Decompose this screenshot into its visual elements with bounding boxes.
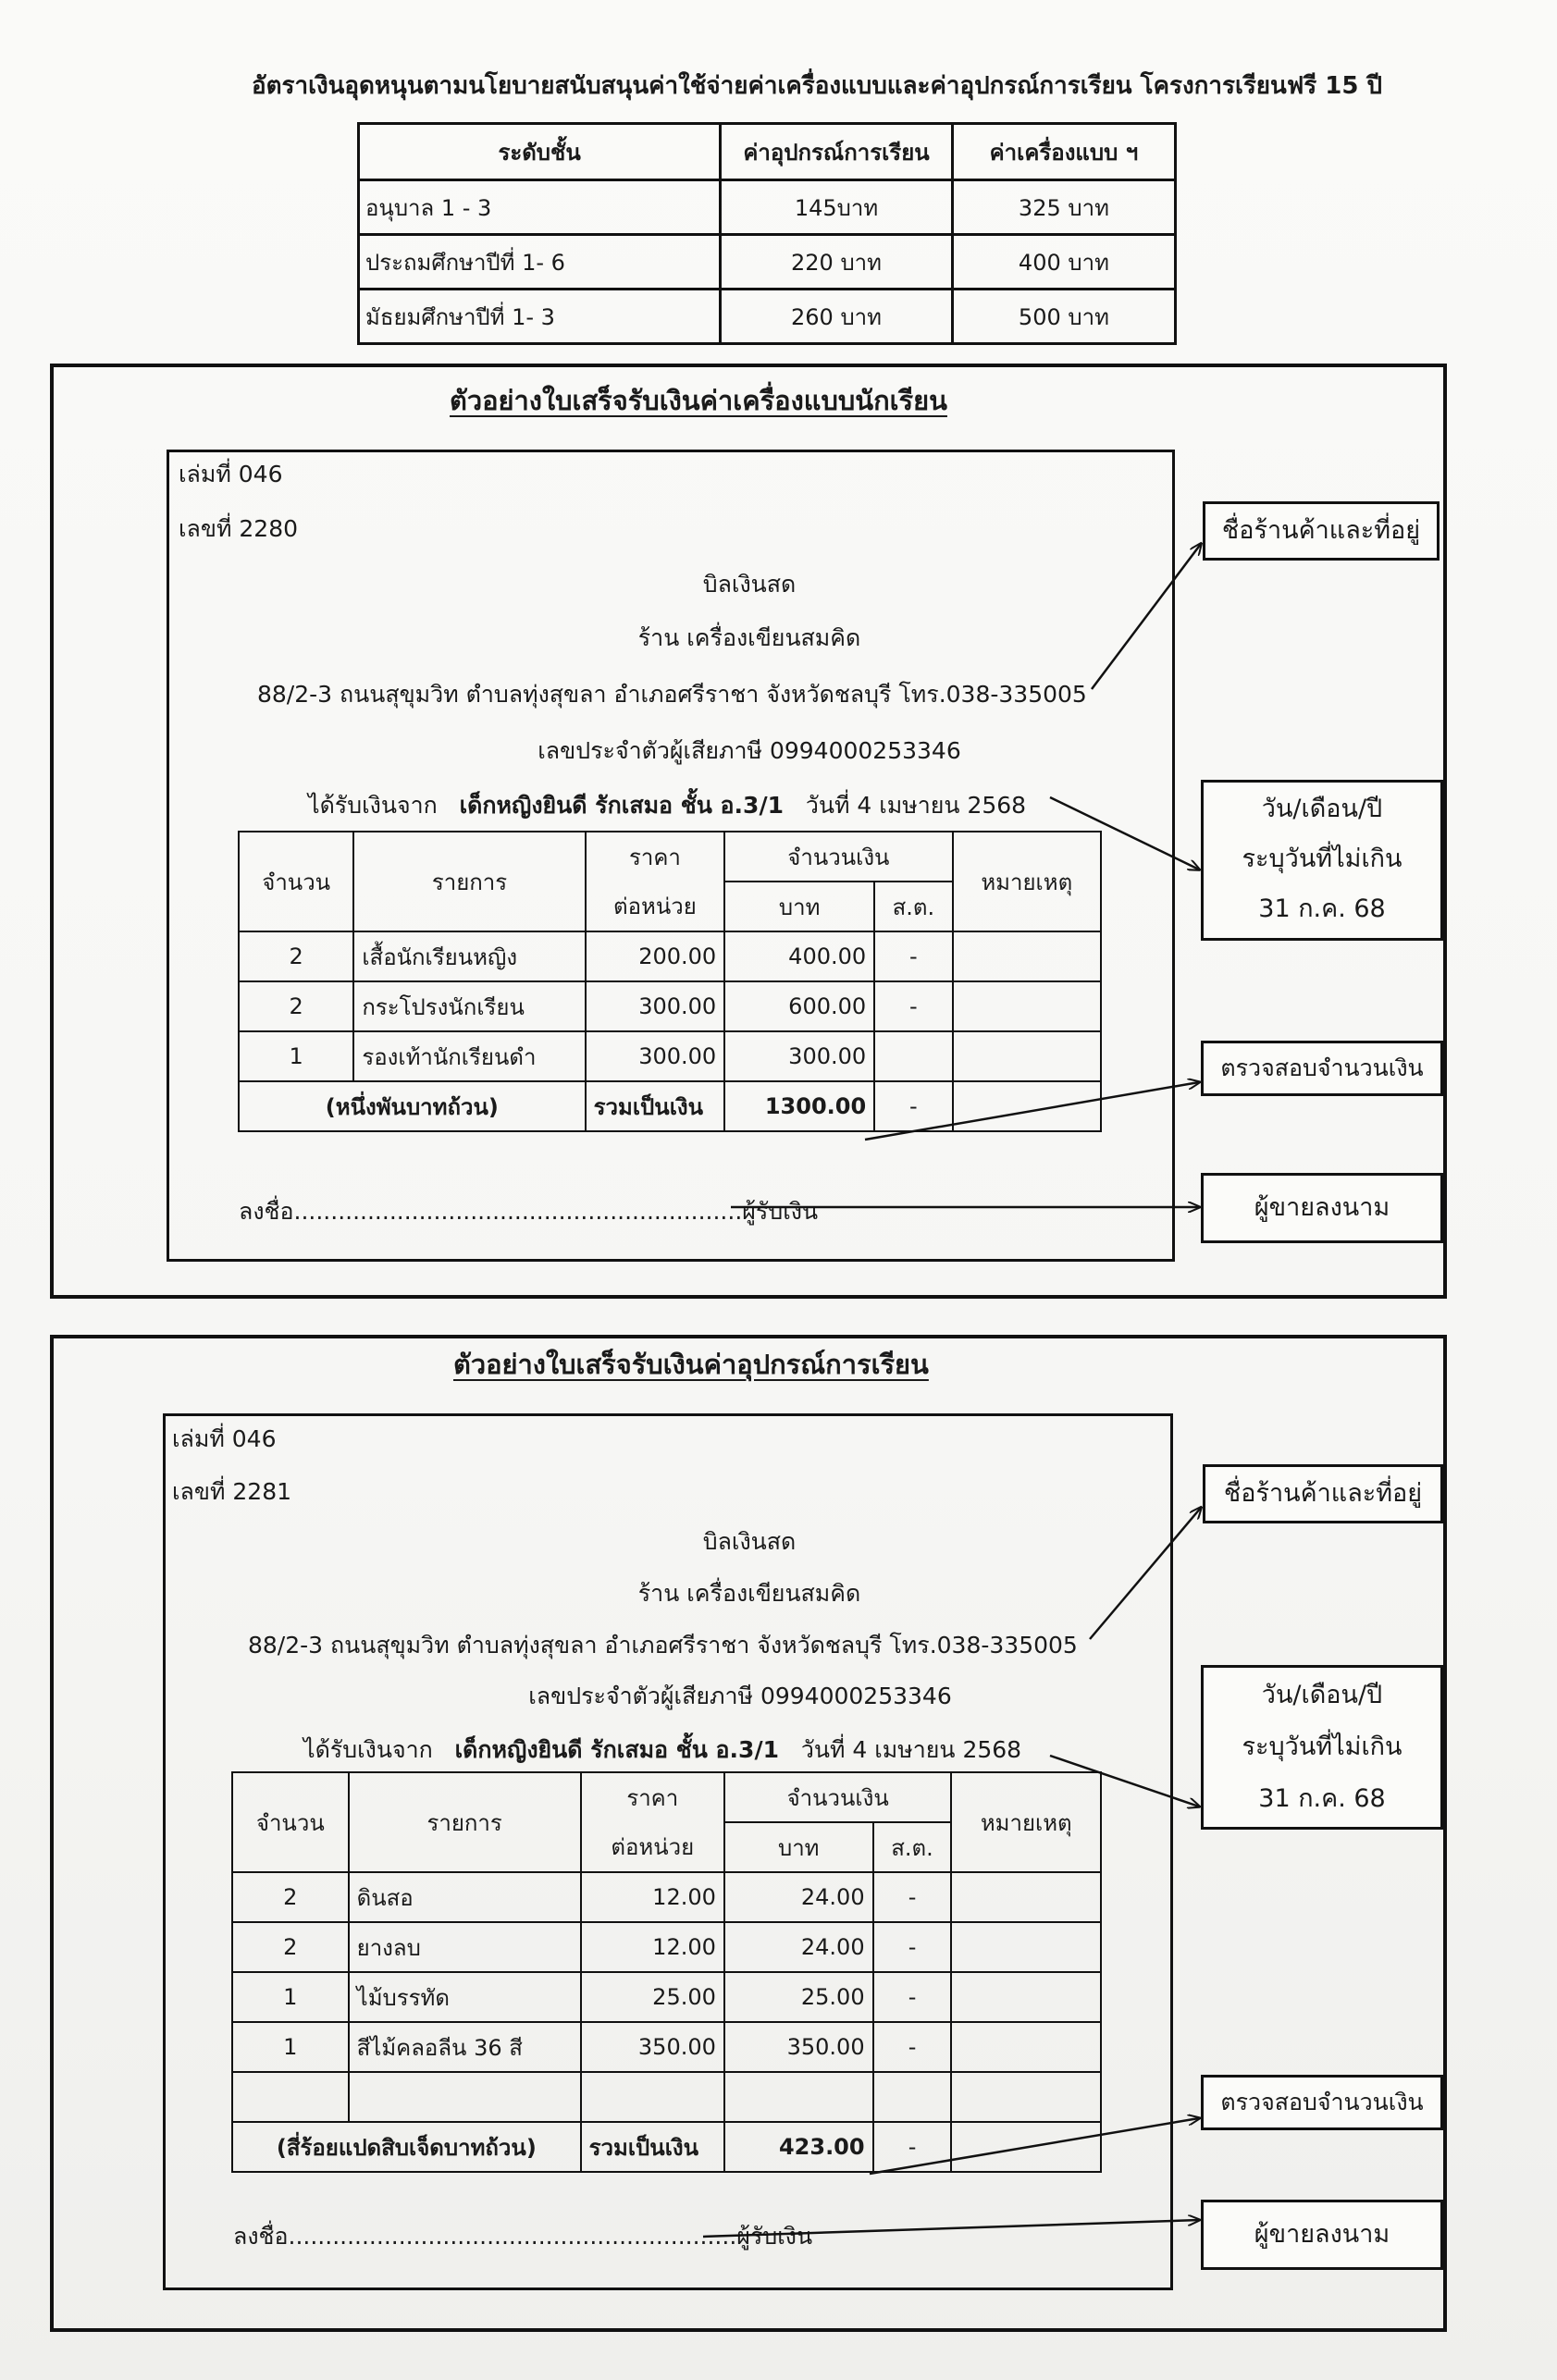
total-words: (สี่ร้อยแปดสิบเจ็ดบาทถ้วน) <box>232 2122 581 2172</box>
cell-qty: 2 <box>232 1872 349 1922</box>
rate-header-level: ระดับชั้น <box>359 124 721 180</box>
col-remark: หมายเหตุ <box>951 1772 1101 1872</box>
rate-header-uniform: ค่าเครื่องแบบ ฯ <box>952 124 1175 180</box>
total-label: รวมเป็นเงิน <box>586 1081 725 1131</box>
callout-check-2: ตรวจสอบจำนวนเงิน <box>1201 2075 1443 2130</box>
cell-qty: 2 <box>232 1922 349 1972</box>
callout-date-line1: วัน/เดือน/ปี <box>1261 1681 1383 1709</box>
col-baht: บาท <box>724 882 874 931</box>
receipt1-heading: ตัวอย่างใบเสร็จรับเงินค่าเครื่องแบบนักเรียน <box>450 385 947 416</box>
total-value: 423.00 <box>724 2122 873 2172</box>
cell-qty: 2 <box>239 931 353 981</box>
cell-price: 25.00 <box>581 1972 724 2022</box>
cell-item: กระโปรงนักเรียน <box>353 981 585 1031</box>
receipt2-number: เลขที่ 2281 <box>172 1478 292 1505</box>
cell-price: 200.00 <box>586 931 725 981</box>
rate-supplies: 145บาท <box>721 180 953 235</box>
receipt2-tax-id: เลขประจำตัวผู้เสียภาษี 0994000253346 <box>528 1683 952 1709</box>
callout-date-line3: 31 ก.ค. 68 <box>1258 1784 1386 1813</box>
col-price: ราคา <box>586 832 725 882</box>
receipt2-bill-type: บิลเงินสด <box>702 1528 797 1555</box>
cell-satang: - <box>874 931 952 981</box>
arrow-date-2 <box>1050 1756 1199 1807</box>
cell-baht: 350.00 <box>724 2022 873 2072</box>
arrow-seller-2 <box>703 2220 1199 2237</box>
callout-seller-2: ผู้ขายลงนาม <box>1201 2200 1443 2270</box>
receipt1-address: 88/2-3 ถนนสุขุมวิท ตำบลทุ่งสุขลา อำเภอศรีราชา จังหวัดชลบุรี โทร.038-335005 <box>257 681 1087 708</box>
callout-check-1: ตรวจสอบจำนวนเงิน <box>1201 1041 1443 1096</box>
arrow-check-2 <box>870 2118 1199 2174</box>
callout-seller-1: ผู้ขายลงนาม <box>1201 1173 1443 1243</box>
callout-date-line2: ระบุวันที่ไม่เกิน <box>1242 845 1403 873</box>
arrow-check-1 <box>865 1082 1199 1140</box>
rate-level: มัธยมศึกษาปีที่ 1- 3 <box>359 290 721 344</box>
col-baht: บาท <box>724 1822 873 1872</box>
callout-date-line2: ระบุวันที่ไม่เกิน <box>1242 1733 1403 1761</box>
receipt2-heading: ตัวอย่างใบเสร็จรับเงินค่าอุปกรณ์การเรียน <box>453 1349 929 1380</box>
cell-baht: 25.00 <box>724 1972 873 2022</box>
rate-level: อนุบาล 1 - 3 <box>359 180 721 235</box>
cell-item: ยางลบ <box>349 1922 581 1972</box>
col-qty: จำนวน <box>239 832 353 931</box>
rate-header-supplies: ค่าอุปกรณ์การเรียน <box>721 124 953 180</box>
rate-uniform: 400 บาท <box>952 235 1175 290</box>
cell-qty: 2 <box>239 981 353 1031</box>
total-satang: - <box>874 1081 952 1131</box>
col-satang: ส.ต. <box>874 882 952 931</box>
receipt2-shop: ร้าน เครื่องเขียนสมคิด <box>637 1580 861 1607</box>
rate-supplies: 260 บาท <box>721 290 953 344</box>
receipt1-tax-id: เลขประจำตัวผู้เสียภาษี 0994000253346 <box>538 737 961 764</box>
total-words: (หนึ่งพันบาทถ้วน) <box>239 1081 586 1131</box>
rate-uniform: 500 บาท <box>952 290 1175 344</box>
cell-satang: - <box>874 981 952 1031</box>
col-price: ราคา <box>581 1772 724 1822</box>
receipt1-bill-type: บิลเงินสด <box>702 571 797 598</box>
page-title: อัตราเงินอุดหนุนตามนโยบายสนับสนุนค่าใช้จ่ายค่าเครื่องแบบและค่าอุปกรณ์การเรียน โครงการเรียนฟรี 15 ปี <box>252 72 1382 100</box>
callout-shop-1: ชื่อร้านค้าและที่อยู่ <box>1203 501 1440 561</box>
cell-item: รองเท้านักเรียนดำ <box>353 1031 585 1081</box>
col-qty: จำนวน <box>232 1772 349 1872</box>
cell-qty: 1 <box>239 1031 353 1081</box>
cell-item: เสื้อนักเรียนหญิง <box>353 931 585 981</box>
receipt2-address: 88/2-3 ถนนสุขุมวิท ตำบลทุ่งสุขลา อำเภอศรีราชา จังหวัดชลบุรี โทร.038-335005 <box>248 1632 1078 1659</box>
receipt1-shop: ร้าน เครื่องเขียนสมคิด <box>637 624 861 651</box>
cell-price: 350.00 <box>581 2022 724 2072</box>
cell-baht: 300.00 <box>724 1031 874 1081</box>
total-label: รวมเป็นเงิน <box>581 2122 724 2172</box>
cell-baht: 400.00 <box>724 931 874 981</box>
cell-qty: 1 <box>232 2022 349 2072</box>
cell-satang: - <box>873 1972 952 2022</box>
total-value: 1300.00 <box>724 1081 874 1131</box>
col-amount: จำนวนเงิน <box>724 1772 952 1822</box>
rate-supplies: 220 บาท <box>721 235 953 290</box>
cell-price: 300.00 <box>586 981 725 1031</box>
col-satang: ส.ต. <box>873 1822 952 1872</box>
received-prefix: ได้รับเงินจาก <box>303 1736 433 1763</box>
col-amount: จำนวนเงิน <box>724 832 952 882</box>
cell-qty: 1 <box>232 1972 349 2022</box>
rate-level: ประถมศึกษาปีที่ 1- 6 <box>359 235 721 290</box>
arrow-shop-2 <box>1090 1508 1201 1639</box>
cell-price: 12.00 <box>581 1922 724 1972</box>
receipt2-book: เล่มที่ 046 <box>172 1425 277 1452</box>
receipt1-book: เล่มที่ 046 <box>179 461 283 487</box>
received-date: วันที่ 4 เมษายน 2568 <box>800 1736 1022 1763</box>
cell-price: 12.00 <box>581 1872 724 1922</box>
receipt2-signature-line: ลงชื่อ.............................................................ผู้รับเงิน <box>233 2223 813 2250</box>
callout-date-line3: 31 ก.ค. 68 <box>1258 894 1386 923</box>
arrow-shop-1 <box>1092 544 1201 689</box>
received-date: วันที่ 4 เมษายน 2568 <box>805 792 1027 819</box>
received-prefix: ได้รับเงินจาก <box>308 792 438 819</box>
receipt1-signature-line: ลงชื่อ.............................................................ผู้รับเงิน <box>239 1198 819 1225</box>
col-price-unit: ต่อหน่วย <box>581 1822 724 1872</box>
cell-satang: - <box>873 1922 952 1972</box>
cell-price: 300.00 <box>586 1031 725 1081</box>
cell-item: สีไม้คลอลีน 36 สี <box>349 2022 581 2072</box>
cell-item: ดินสอ <box>349 1872 581 1922</box>
received-name: เด็กหญิงยินดี รักเสมอ ชั้น อ.3/1 <box>459 792 784 819</box>
rate-uniform: 325 บาท <box>952 180 1175 235</box>
callout-date-line1: วัน/เดือน/ปี <box>1261 795 1383 823</box>
received-name: เด็กหญิงยินดี รักเสมอ ชั้น อ.3/1 <box>454 1736 779 1763</box>
callout-shop-2: ชื่อร้านค้าและที่อยู่ <box>1203 1464 1443 1523</box>
col-item: รายการ <box>349 1772 581 1872</box>
cell-item: ไม้บรรทัด <box>349 1972 581 2022</box>
cell-baht: 24.00 <box>724 1872 873 1922</box>
col-remark: หมายเหตุ <box>953 832 1101 931</box>
cell-baht: 600.00 <box>724 981 874 1031</box>
receipt1-number: เลขที่ 2280 <box>179 515 299 542</box>
col-item: รายการ <box>353 832 585 931</box>
cell-satang: - <box>873 2022 952 2072</box>
col-price-unit: ต่อหน่วย <box>586 882 725 931</box>
arrow-date-1 <box>1050 797 1199 869</box>
total-satang: - <box>873 2122 952 2172</box>
cell-satang: - <box>873 1872 952 1922</box>
cell-baht: 24.00 <box>724 1922 873 1972</box>
